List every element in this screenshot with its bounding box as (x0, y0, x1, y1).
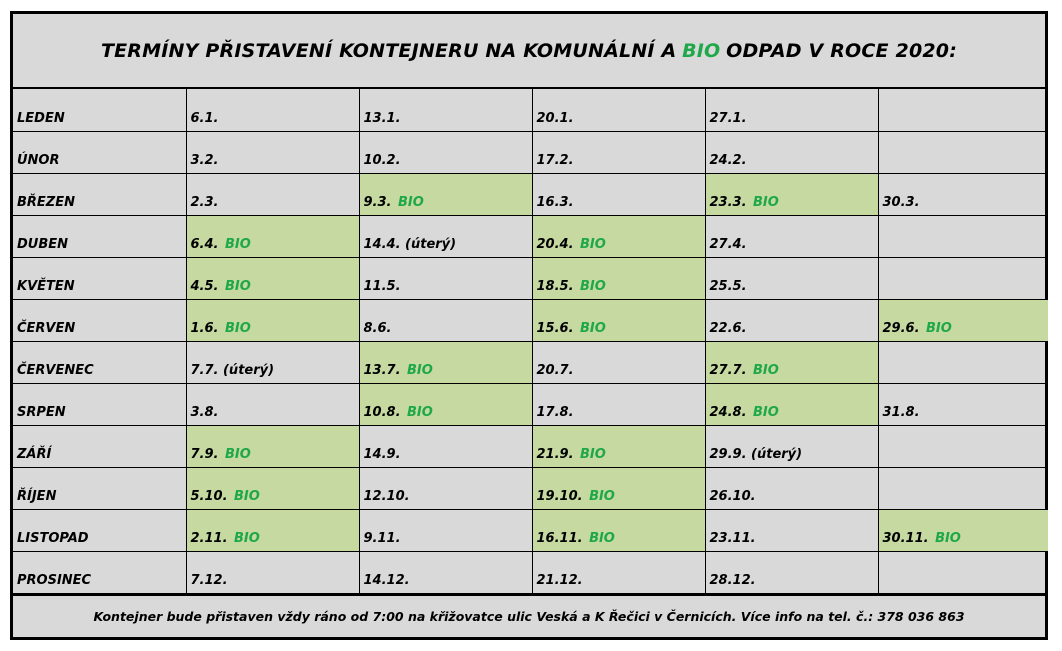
date-text: 7.12. (190, 572, 228, 588)
date-cell (878, 173, 1048, 215)
bio-label: BIO (935, 530, 961, 546)
footer-note: Kontejner bude přistaven vždy ráno od 7:00 na křižovatce ulic Veská a K Řečici v Černicích. Více info na tel. č.: 378 036 863 (13, 594, 1045, 637)
table-row (13, 383, 1048, 425)
date-text: 17.8. (536, 404, 574, 420)
date-cell (705, 257, 878, 299)
month-cell: ZÁŘÍ (13, 425, 186, 467)
bio-label: BIO (580, 278, 606, 294)
date-text: 19.10. (536, 488, 583, 504)
bio-date-cell (532, 425, 705, 467)
date-cell (186, 131, 359, 173)
bio-date-cell (359, 383, 532, 425)
bio-date-cell (359, 173, 532, 215)
date-cell (186, 341, 359, 383)
date-cell (359, 257, 532, 299)
table-row (13, 551, 1048, 593)
date-cell (705, 299, 878, 341)
month-cell: BŘEZEN (13, 173, 186, 215)
bio-label: BIO (580, 236, 606, 252)
date-text: 24.2. (709, 152, 747, 168)
date-text: 6.4. (190, 236, 219, 252)
date-text: 11.5. (363, 278, 401, 294)
date-text: 10.2. (363, 152, 401, 168)
bio-label: BIO (407, 362, 433, 378)
bio-date-cell (532, 299, 705, 341)
date-text: 30.11. (882, 530, 929, 546)
table-row (13, 425, 1048, 467)
date-cell (359, 467, 532, 509)
title-text-end: ODPAD V ROCE 2020: (726, 39, 958, 62)
bio-label: BIO (589, 530, 615, 546)
schedule-table (13, 89, 1048, 594)
title-text: TERMÍNY PŘISTAVENÍ KONTEJNERU NA KOMUNÁLNÍ A (100, 39, 677, 62)
date-text: 27.7. (709, 362, 747, 378)
bio-date-cell (705, 383, 878, 425)
date-text: 14.12. (363, 572, 410, 588)
date-cell (878, 383, 1048, 425)
date-cell (359, 551, 532, 593)
date-text: 16.3. (536, 194, 574, 210)
date-text: 3.2. (190, 152, 219, 168)
date-cell (532, 341, 705, 383)
month-cell: LISTOPAD (13, 509, 186, 551)
date-text: 15.6. (536, 320, 574, 336)
month-cell: ÚNOR (13, 131, 186, 173)
date-cell (359, 509, 532, 551)
date-cell (532, 551, 705, 593)
date-text: 4.5. (190, 278, 219, 294)
date-cell (878, 425, 1048, 467)
bio-label: BIO (753, 362, 779, 378)
date-cell (359, 131, 532, 173)
date-text: 21.12. (536, 572, 583, 588)
bio-label: BIO (224, 320, 251, 336)
schedule-sheet (10, 11, 1048, 640)
date-text: 20.1. (536, 110, 574, 126)
date-text: 22.6. (709, 320, 747, 336)
date-text: 17.2. (536, 152, 574, 168)
table-row (13, 173, 1048, 215)
title-bio-word: BIO (682, 39, 721, 62)
bio-label: BIO (407, 404, 433, 420)
table-row (13, 299, 1048, 341)
date-cell (705, 131, 878, 173)
month-cell: SRPEN (13, 383, 186, 425)
date-text: 13.7. (363, 362, 401, 378)
bio-label: BIO (580, 320, 606, 336)
bio-date-cell (186, 509, 359, 551)
date-cell (359, 215, 532, 257)
date-text: 23.3. (709, 194, 747, 210)
date-cell (705, 467, 878, 509)
bio-date-cell (186, 467, 359, 509)
bio-label: BIO (234, 488, 260, 504)
table-row (13, 509, 1048, 551)
bio-label: BIO (589, 488, 615, 504)
page-title (13, 14, 1045, 89)
bio-date-cell (705, 173, 878, 215)
month-cell: PROSINEC (13, 551, 186, 593)
date-cell (532, 383, 705, 425)
bio-label: BIO (224, 278, 251, 294)
date-text: 14.4. (úterý) (363, 236, 457, 252)
table-row (13, 341, 1048, 383)
bio-date-cell (186, 257, 359, 299)
date-text: 5.10. (190, 488, 228, 504)
date-cell (186, 551, 359, 593)
table-row (13, 89, 1048, 131)
date-cell (878, 257, 1048, 299)
bio-date-cell (705, 341, 878, 383)
date-text: 10.8. (363, 404, 401, 420)
bio-date-cell (878, 299, 1048, 341)
date-text: 7.7. (úterý) (190, 362, 275, 378)
date-cell (359, 425, 532, 467)
date-cell (532, 89, 705, 131)
month-cell: ČERVENEC (13, 341, 186, 383)
bio-label: BIO (397, 194, 424, 210)
date-cell (705, 89, 878, 131)
date-text: 26.10. (709, 488, 756, 504)
bio-date-cell (878, 509, 1048, 551)
bio-date-cell (186, 425, 359, 467)
date-text: 13.1. (363, 110, 401, 126)
date-cell (532, 173, 705, 215)
bio-label: BIO (224, 236, 251, 252)
month-cell: ČERVEN (13, 299, 186, 341)
table-row (13, 131, 1048, 173)
date-text: 25.5. (709, 278, 747, 294)
month-cell: DUBEN (13, 215, 186, 257)
date-text: 14.9. (363, 446, 401, 462)
date-text: 30.3. (882, 194, 920, 210)
date-text: 24.8. (709, 404, 747, 420)
bio-date-cell (532, 467, 705, 509)
date-cell (705, 215, 878, 257)
date-cell (705, 509, 878, 551)
bio-label: BIO (926, 320, 952, 336)
date-cell (878, 551, 1048, 593)
date-cell (532, 131, 705, 173)
bio-label: BIO (753, 404, 779, 420)
date-cell (186, 383, 359, 425)
bio-date-cell (532, 257, 705, 299)
date-text: 3.8. (190, 404, 219, 420)
date-text: 2.11. (190, 530, 228, 546)
date-cell (878, 467, 1048, 509)
bio-label: BIO (753, 194, 779, 210)
bio-label: BIO (224, 446, 251, 462)
table-row (13, 215, 1048, 257)
date-cell (359, 89, 532, 131)
date-text: 23.11. (709, 530, 756, 546)
date-cell (705, 551, 878, 593)
date-cell (878, 89, 1048, 131)
date-text: 21.9. (536, 446, 574, 462)
date-text: 7.9. (190, 446, 219, 462)
date-text: 16.11. (536, 530, 583, 546)
date-text: 2.3. (190, 194, 219, 210)
date-text: 29.9. (úterý) (709, 446, 803, 462)
bio-date-cell (532, 215, 705, 257)
date-text: 6.1. (190, 110, 219, 126)
month-cell: KVĚTEN (13, 257, 186, 299)
month-cell: LEDEN (13, 89, 186, 131)
date-cell (705, 425, 878, 467)
date-text: 29.6. (882, 320, 920, 336)
date-cell (878, 341, 1048, 383)
date-text: 27.1. (709, 110, 747, 126)
date-text: 1.6. (190, 320, 219, 336)
date-cell (878, 215, 1048, 257)
date-cell (186, 89, 359, 131)
date-text: 20.7. (536, 362, 574, 378)
date-text: 9.3. (363, 194, 392, 210)
date-text: 12.10. (363, 488, 410, 504)
bio-date-cell (186, 215, 359, 257)
date-cell (186, 173, 359, 215)
date-text: 27.4. (709, 236, 747, 252)
date-text: 28.12. (709, 572, 756, 588)
table-row (13, 467, 1048, 509)
date-cell (359, 299, 532, 341)
date-text: 9.11. (363, 530, 401, 546)
bio-date-cell (186, 299, 359, 341)
date-text: 8.6. (363, 320, 392, 336)
bio-date-cell (532, 509, 705, 551)
bio-label: BIO (580, 446, 606, 462)
bio-date-cell (359, 341, 532, 383)
table-row (13, 257, 1048, 299)
date-text: 18.5. (536, 278, 574, 294)
bio-label: BIO (234, 530, 260, 546)
date-cell (878, 131, 1048, 173)
date-text: 20.4. (536, 236, 574, 252)
month-cell: ŘÍJEN (13, 467, 186, 509)
date-text: 31.8. (882, 404, 920, 420)
